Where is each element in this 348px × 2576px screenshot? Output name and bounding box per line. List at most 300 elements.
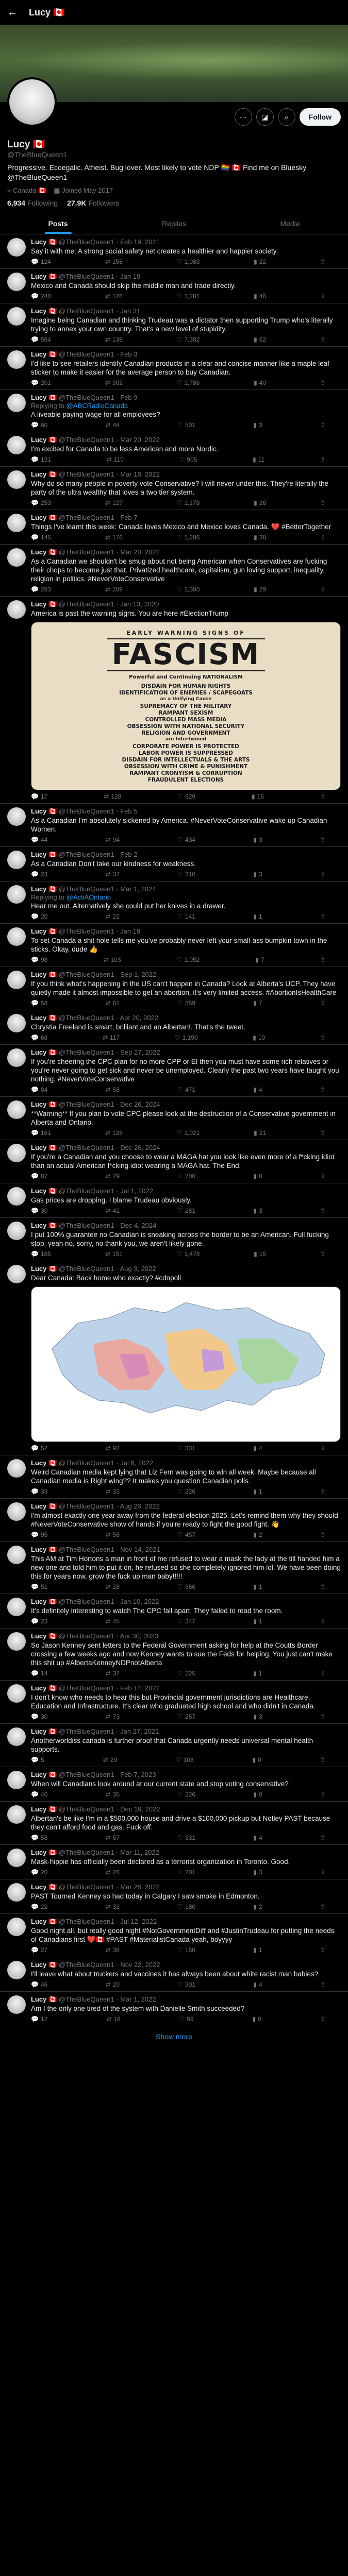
tweet[interactable] xyxy=(0,1594,348,1629)
tweet[interactable] xyxy=(0,1010,348,1045)
reply-button[interactable]: 💬 51 xyxy=(31,1583,48,1590)
share-button[interactable] xyxy=(320,793,325,800)
tweet-author-name[interactable]: Lucy 🇨🇦 xyxy=(31,1883,57,1891)
tweet-author-name[interactable]: Lucy 🇨🇦 xyxy=(31,1014,57,1022)
views-button[interactable]: ▮ 16 xyxy=(252,793,264,800)
tweet-date[interactable]: Sep 1, 2022 xyxy=(120,971,157,978)
tweet-author-name[interactable]: Lucy 🇨🇦 xyxy=(31,1100,57,1108)
like-button[interactable]: ♡ 1,052 xyxy=(176,956,200,963)
grok-icon[interactable]: ◪ xyxy=(256,108,274,126)
like-button[interactable]: ♡ 257 xyxy=(177,1713,196,1720)
tweet-date[interactable]: Mar 11, 2022 xyxy=(120,1849,159,1856)
repost-button[interactable]: ⇄ 92 xyxy=(105,1445,120,1452)
repost-button[interactable]: ⇄ 57 xyxy=(105,1834,120,1841)
tweet-avatar[interactable] xyxy=(7,273,26,291)
tweet[interactable] xyxy=(0,1261,348,1455)
tweet-date[interactable]: Feb 7, 2023 xyxy=(120,1771,156,1778)
reply-button[interactable]: 💬 84 xyxy=(31,1086,48,1093)
share-button[interactable] xyxy=(320,379,325,386)
like-button[interactable]: ♡ 1,786 xyxy=(176,379,200,386)
share-button[interactable] xyxy=(320,1791,325,1798)
tweet-author-name[interactable]: Lucy 🇨🇦 xyxy=(31,1502,57,1510)
reply-button[interactable]: 💬 20 xyxy=(31,913,48,920)
reply-button[interactable]: 💬 201 xyxy=(31,379,51,386)
tweet-date[interactable]: Feb 9 xyxy=(120,394,138,401)
tweet-date[interactable]: Mar 28, 2022 xyxy=(120,1883,160,1891)
like-button[interactable]: ♡ 457 xyxy=(177,1531,196,1538)
tab-media[interactable]: Media xyxy=(280,219,300,228)
share-button[interactable] xyxy=(320,1488,325,1495)
reply-button[interactable]: 💬 58 xyxy=(31,1834,48,1841)
tweet[interactable] xyxy=(0,1045,348,1097)
tweet-author-name[interactable]: Lucy 🇨🇦 xyxy=(31,1918,57,1925)
repost-button[interactable]: ⇄ 29 xyxy=(103,1756,117,1764)
share-button[interactable] xyxy=(320,586,325,593)
share-button[interactable] xyxy=(320,1173,325,1180)
tweet-image[interactable] xyxy=(31,622,341,790)
tweet-avatar[interactable] xyxy=(7,1014,26,1032)
repost-button[interactable]: ⇄ 18 xyxy=(106,2015,121,2023)
reply-button[interactable]: 💬 60 xyxy=(31,421,48,429)
views-button[interactable]: ▮ 1 xyxy=(253,1670,262,1677)
tweet-avatar[interactable] xyxy=(7,238,26,257)
tweet-avatar[interactable] xyxy=(7,1265,26,1283)
tweet[interactable] xyxy=(0,303,348,347)
repost-button[interactable]: ⇄ 94 xyxy=(105,836,120,843)
share-button[interactable] xyxy=(320,534,325,541)
tweet[interactable] xyxy=(0,1767,348,1802)
tweet[interactable] xyxy=(0,1914,348,1957)
tweet-author-name[interactable]: Lucy 🇨🇦 xyxy=(31,971,57,978)
views-button[interactable]: ▮ 11 xyxy=(253,456,265,463)
repost-button[interactable]: ⇄ 302 xyxy=(105,379,123,386)
share-button[interactable] xyxy=(320,871,325,878)
tweet[interactable] xyxy=(0,1183,348,1218)
reply-button[interactable]: 💬 95 xyxy=(31,1531,48,1538)
share-button[interactable] xyxy=(320,1670,325,1677)
tweet[interactable] xyxy=(0,967,348,1010)
tab-replies[interactable]: Replies xyxy=(162,219,186,228)
like-button[interactable]: ♡ 434 xyxy=(177,836,196,843)
tweet-author-name[interactable]: Lucy 🇨🇦 xyxy=(31,1961,57,1969)
like-button[interactable]: ♡ 1,478 xyxy=(176,1250,200,1258)
followers-link[interactable]: 27.9K Followers xyxy=(67,199,120,207)
like-button[interactable]: ♡ 225 xyxy=(177,1670,196,1677)
tweet-author-name[interactable]: Lucy 🇨🇦 xyxy=(31,514,57,521)
repost-button[interactable]: ⇄ 33 xyxy=(105,1488,120,1495)
like-button[interactable]: ♡ 1,178 xyxy=(176,499,200,506)
tweet[interactable] xyxy=(0,804,348,847)
reply-button[interactable]: 💬 27 xyxy=(31,1946,48,1954)
views-button[interactable]: ▮ 4 xyxy=(253,1834,262,1841)
tweet-date[interactable]: Jan 19 xyxy=(120,927,141,935)
like-button[interactable]: ♡ 201 xyxy=(177,1869,196,1876)
repost-button[interactable]: ⇄ 158 xyxy=(105,258,123,265)
tweet[interactable] xyxy=(0,234,348,269)
tweet-author-name[interactable]: Lucy 🇨🇦 xyxy=(31,548,57,556)
share-button[interactable] xyxy=(320,258,325,265)
tweet[interactable] xyxy=(0,1802,348,1845)
tweet-date[interactable]: Jan 19 xyxy=(120,273,141,280)
tweet-avatar[interactable] xyxy=(7,1805,26,1824)
reply-button[interactable]: 💬 20 xyxy=(31,1869,48,1876)
reply-button[interactable]: 💬 23 xyxy=(31,871,48,878)
repost-button[interactable]: ⇄ 138 xyxy=(105,336,123,343)
tweet-avatar[interactable] xyxy=(7,470,26,489)
tweet[interactable] xyxy=(0,347,348,390)
views-button[interactable]: ▮ 4 xyxy=(253,1981,262,1988)
share-button[interactable] xyxy=(320,1834,325,1841)
share-button[interactable] xyxy=(320,836,325,843)
tweet-author-name[interactable]: Lucy 🇨🇦 xyxy=(31,1546,57,1553)
tweet[interactable] xyxy=(0,510,348,545)
like-button[interactable]: ♡ 1,380 xyxy=(176,586,200,593)
reply-button[interactable]: 💬 87 xyxy=(31,1173,48,1180)
tweet-date[interactable]: Jan 13, 2020 xyxy=(120,600,159,608)
tweet-author-name[interactable]: Lucy 🇨🇦 xyxy=(31,1265,57,1273)
tweet-author-name[interactable]: Lucy 🇨🇦 xyxy=(31,1459,57,1467)
tweet-avatar[interactable] xyxy=(7,394,26,412)
repost-button[interactable]: ⇄ 20 xyxy=(105,1981,120,1988)
tweet-avatar[interactable] xyxy=(7,1459,26,1478)
views-button[interactable]: ▮ 38 xyxy=(254,534,267,541)
tweet-avatar[interactable] xyxy=(7,1048,26,1067)
like-button[interactable]: ♡ 226 xyxy=(177,1791,196,1798)
views-button[interactable]: ▮ 1 xyxy=(253,1488,262,1495)
views-button[interactable]: ▮ 4 xyxy=(253,1086,262,1093)
tweet[interactable] xyxy=(0,882,348,924)
views-button[interactable]: ▮ 15 xyxy=(254,1250,267,1258)
tweet-date[interactable]: Sep 27, 2022 xyxy=(120,1048,160,1056)
share-button[interactable] xyxy=(320,956,325,963)
views-button[interactable]: ▮ 3 xyxy=(253,421,262,429)
views-button[interactable]: ▮ 8 xyxy=(253,1173,262,1180)
reply-button[interactable]: 💬 12 xyxy=(31,2015,48,2023)
tweet-author-name[interactable]: Lucy 🇨🇦 xyxy=(31,1187,57,1195)
tweet-date[interactable]: Jan 31 xyxy=(120,307,141,315)
like-button[interactable]: ♡ 7,382 xyxy=(176,336,200,343)
repost-button[interactable]: ⇄ 176 xyxy=(105,534,123,541)
tweet-date[interactable]: Feb 14, 2022 xyxy=(120,1684,160,1692)
tweet[interactable] xyxy=(0,1724,348,1767)
back-arrow-icon[interactable]: ← xyxy=(7,6,18,18)
tweet-author-name[interactable]: Lucy 🇨🇦 xyxy=(31,470,57,478)
views-button[interactable]: ▮ 22 xyxy=(254,258,267,265)
repost-button[interactable]: ⇄ 45 xyxy=(105,1618,120,1625)
like-button[interactable]: ♡ 471 xyxy=(177,1086,196,1093)
views-button[interactable]: ▮ 3 xyxy=(253,1869,262,1876)
tweet-author-name[interactable]: Lucy 🇨🇦 xyxy=(31,1144,57,1151)
tweet-date[interactable]: Feb 19, 2021 xyxy=(120,238,160,246)
reply-button[interactable]: 💬 22 xyxy=(31,1903,48,1910)
tweet-avatar[interactable] xyxy=(7,1883,26,1902)
like-button[interactable]: ♡ 331 xyxy=(177,1445,196,1452)
tweet-author-name[interactable]: Lucy 🇨🇦 xyxy=(31,927,57,935)
repost-button[interactable]: ⇄ 151 xyxy=(105,1250,123,1258)
tweet-date[interactable]: Nov 14, 2021 xyxy=(120,1546,160,1553)
following-link[interactable]: 6,934 Following xyxy=(7,199,58,207)
share-button[interactable] xyxy=(320,2015,325,2023)
repost-button[interactable]: ⇄ 58 xyxy=(105,1531,120,1538)
repost-button[interactable]: ⇄ 128 xyxy=(105,1129,123,1137)
tweet[interactable] xyxy=(0,924,348,967)
reply-button[interactable]: 💬 52 xyxy=(31,1445,48,1452)
repost-button[interactable]: ⇄ 103 xyxy=(103,956,121,963)
tweet[interactable] xyxy=(0,597,348,804)
repost-button[interactable]: ⇄ 32 xyxy=(105,1903,120,1910)
tweet-date[interactable]: Jul 12, 2022 xyxy=(120,1918,157,1925)
tweet[interactable] xyxy=(0,432,348,467)
reply-button[interactable]: 💬 5 xyxy=(31,1756,44,1764)
repost-button[interactable]: ⇄ 79 xyxy=(105,1173,120,1180)
show-more-link[interactable]: Show more xyxy=(156,2032,192,2041)
tweet-avatar[interactable] xyxy=(7,885,26,904)
tweet-date[interactable]: Aug 26, 2022 xyxy=(120,1502,160,1510)
like-button[interactable]: ♡ 226 xyxy=(177,1488,196,1495)
views-button[interactable]: ▮ 2 xyxy=(253,1531,262,1538)
reply-button[interactable]: 💬 283 xyxy=(31,586,51,593)
views-button[interactable]: ▮ 10 xyxy=(253,1034,266,1041)
tweet-author-name[interactable]: Lucy 🇨🇦 xyxy=(31,1632,57,1640)
tweet[interactable] xyxy=(0,847,348,882)
tweet-avatar[interactable] xyxy=(7,1771,26,1789)
tweet-date[interactable]: Dec 4, 2024 xyxy=(120,1222,157,1229)
views-button[interactable]: ▮ 2 xyxy=(253,1903,262,1910)
tweet-date[interactable]: Jul 8, 2022 xyxy=(120,1459,153,1467)
views-button[interactable]: ▮ 0 xyxy=(252,2015,261,2023)
repost-button[interactable]: ⇄ 37 xyxy=(105,1670,120,1677)
like-button[interactable]: ♡ 108 xyxy=(175,1756,194,1764)
like-button[interactable]: ♡ 905 xyxy=(179,456,197,463)
share-button[interactable] xyxy=(320,1129,325,1137)
tweet-avatar[interactable] xyxy=(7,1502,26,1521)
tweet-author-name[interactable]: Lucy 🇨🇦 xyxy=(31,1048,57,1056)
tab-posts[interactable]: Posts xyxy=(0,212,116,234)
tweet-date[interactable]: Jan 27, 2021 xyxy=(120,1727,159,1735)
tweet[interactable] xyxy=(0,1218,348,1261)
tweet-avatar[interactable] xyxy=(7,1727,26,1746)
share-button[interactable] xyxy=(320,913,325,920)
share-button[interactable] xyxy=(320,1583,325,1590)
repost-button[interactable]: ⇄ 41 xyxy=(105,1207,120,1214)
share-button[interactable] xyxy=(320,1946,325,1954)
tweet-image[interactable] xyxy=(31,1286,341,1442)
views-button[interactable]: ▮ 40 xyxy=(254,379,267,386)
tweet-author-name[interactable]: Lucy 🇨🇦 xyxy=(31,885,57,893)
tweet-author-name[interactable]: Lucy 🇨🇦 xyxy=(31,238,57,246)
tweet[interactable] xyxy=(0,1992,348,2026)
tweet-avatar[interactable] xyxy=(7,514,26,532)
like-button[interactable]: ♡ 310 xyxy=(177,871,196,878)
like-button[interactable]: ♡ 629 xyxy=(177,793,196,800)
share-button[interactable] xyxy=(320,1713,325,1720)
share-button[interactable] xyxy=(320,421,325,429)
tweet-author-name[interactable]: Lucy 🇨🇦 xyxy=(31,1727,57,1735)
like-button[interactable]: ♡ 700 xyxy=(177,1173,196,1180)
tweet-author-name[interactable]: Lucy 🇨🇦 xyxy=(31,1995,57,2003)
like-button[interactable]: ♡ 150 xyxy=(177,1946,196,1954)
tweet-date[interactable]: Apr 30, 2023 xyxy=(120,1632,158,1640)
views-button[interactable]: ▮ 1 xyxy=(253,913,262,920)
share-button[interactable] xyxy=(320,1756,325,1764)
tweet-date[interactable]: Mar 1, 2024 xyxy=(120,885,156,893)
tweet-author-name[interactable]: Lucy 🇨🇦 xyxy=(31,350,57,358)
tweet-author-name[interactable]: Lucy 🇨🇦 xyxy=(31,394,57,401)
views-button[interactable]: ▮ 0 xyxy=(253,1791,262,1798)
tweet[interactable] xyxy=(0,467,348,510)
more-options-icon[interactable]: ⋯ xyxy=(235,108,252,126)
share-button[interactable] xyxy=(320,1445,325,1452)
views-button[interactable]: ▮ 62 xyxy=(254,336,267,343)
tweet-avatar[interactable] xyxy=(7,1187,26,1206)
reply-button[interactable]: 💬 40 xyxy=(31,1791,48,1798)
views-button[interactable]: ▮ 3 xyxy=(253,1713,262,1720)
tweet[interactable] xyxy=(0,545,348,597)
reply-button[interactable]: 💬 253 xyxy=(31,499,51,506)
tweet[interactable] xyxy=(0,1499,348,1542)
views-button[interactable]: ▮ 7 xyxy=(253,999,262,1007)
reply-button[interactable]: 💬 17 xyxy=(31,793,48,800)
reply-button[interactable]: 💬 185 xyxy=(31,1250,51,1258)
views-button[interactable]: ▮ 1 xyxy=(253,1618,262,1625)
views-button[interactable]: ▮ 4 xyxy=(253,1445,262,1452)
repost-button[interactable]: ⇄ 58 xyxy=(105,1086,120,1093)
profile-avatar[interactable] xyxy=(7,77,57,127)
tweet-date[interactable]: Mar 1, 2022 xyxy=(120,1995,156,2003)
repost-button[interactable]: ⇄ 128 xyxy=(104,793,122,800)
tweet-date[interactable]: Feb 7 xyxy=(120,514,138,521)
tweet-author-name[interactable]: Lucy 🇨🇦 xyxy=(31,600,57,608)
reply-button[interactable]: 💬 30 xyxy=(31,1207,48,1214)
like-button[interactable]: ♡ 99 xyxy=(179,2015,194,2023)
share-button[interactable] xyxy=(320,293,325,300)
tweet-author-name[interactable]: Lucy 🇨🇦 xyxy=(31,851,57,858)
share-button[interactable] xyxy=(320,1531,325,1538)
tweet-avatar[interactable] xyxy=(7,927,26,946)
tweet-date[interactable]: Mar 18, 2022 xyxy=(120,470,160,478)
like-button[interactable]: ♡ 141 xyxy=(177,913,196,920)
share-button[interactable] xyxy=(320,1086,325,1093)
like-button[interactable]: ♡ 1,190 xyxy=(174,1034,198,1041)
tweet-date[interactable]: Feb 2 xyxy=(120,851,138,858)
tweet-author-name[interactable]: Lucy 🇨🇦 xyxy=(31,1771,57,1778)
share-button[interactable] xyxy=(320,499,325,506)
tweet-author-name[interactable]: Lucy 🇨🇦 xyxy=(31,307,57,315)
tweet-author-name[interactable]: Lucy 🇨🇦 xyxy=(31,1684,57,1692)
reply-button[interactable]: 💬 124 xyxy=(31,258,51,265)
views-button[interactable]: ▮ 3 xyxy=(253,836,262,843)
tweet-author-name[interactable]: Lucy 🇨🇦 xyxy=(31,273,57,280)
tweet[interactable] xyxy=(0,1097,348,1140)
reply-button[interactable]: 💬 33 xyxy=(31,1488,48,1495)
tweet-date[interactable]: Dec 19, 2022 xyxy=(120,1805,160,1813)
tweet-avatar[interactable] xyxy=(7,851,26,869)
views-button[interactable]: ▮ 1 xyxy=(253,1583,262,1590)
share-button[interactable] xyxy=(320,1250,325,1258)
tweet-date[interactable]: Dec 26, 2024 xyxy=(120,1100,160,1108)
repost-button[interactable]: ⇄ 126 xyxy=(105,293,123,300)
tweet[interactable] xyxy=(0,1455,348,1499)
repost-button[interactable]: ⇄ 44 xyxy=(105,421,120,429)
like-button[interactable]: ♡ 180 xyxy=(177,1903,196,1910)
tweet[interactable] xyxy=(0,1629,348,1681)
reply-button[interactable]: 💬 68 xyxy=(31,1034,48,1041)
tweet-date[interactable]: Feb 3 xyxy=(120,350,138,358)
tweet-avatar[interactable] xyxy=(7,1100,26,1119)
tweet-author-name[interactable]: Lucy 🇨🇦 xyxy=(31,807,57,815)
views-button[interactable]: ▮ 29 xyxy=(254,586,267,593)
tweet[interactable] xyxy=(0,1140,348,1183)
tweet[interactable] xyxy=(0,1681,348,1724)
like-button[interactable]: ♡ 1,286 xyxy=(176,534,200,541)
like-button[interactable]: ♡ 347 xyxy=(177,1618,196,1625)
share-button[interactable] xyxy=(320,1034,325,1041)
like-button[interactable]: ♡ 1,281 xyxy=(176,293,200,300)
share-button[interactable] xyxy=(320,1903,325,1910)
follow-button[interactable]: Follow xyxy=(300,108,341,126)
reply-button[interactable]: 💬 131 xyxy=(31,456,51,463)
tweet-author-name[interactable]: Lucy 🇨🇦 xyxy=(31,436,57,444)
tweet[interactable] xyxy=(0,1957,348,1992)
tweet-author-name[interactable]: Lucy 🇨🇦 xyxy=(31,1805,57,1813)
views-button[interactable]: ▮ 7 xyxy=(255,956,264,963)
reply-button[interactable]: 💬 240 xyxy=(31,293,51,300)
views-button[interactable]: ▮ 1 xyxy=(253,1946,262,1954)
reply-button[interactable]: 💬 30 xyxy=(31,1713,48,1720)
tweet-date[interactable]: Nov 22, 2022 xyxy=(120,1961,160,1969)
reply-button[interactable]: 💬 44 xyxy=(31,836,48,843)
reply-button[interactable]: 💬 46 xyxy=(31,1981,48,1988)
repost-button[interactable]: ⇄ 209 xyxy=(105,586,123,593)
repost-button[interactable]: ⇄ 26 xyxy=(105,1869,120,1876)
tweet-date[interactable]: Mar 20, 2022 xyxy=(120,436,160,444)
like-button[interactable]: ♡ 1,083 xyxy=(176,258,200,265)
repost-button[interactable]: ⇄ 38 xyxy=(105,1946,120,1954)
tweet-avatar[interactable] xyxy=(7,548,26,567)
share-button[interactable] xyxy=(320,999,325,1007)
tweet-avatar[interactable] xyxy=(7,1849,26,1867)
tweet[interactable] xyxy=(0,1879,348,1914)
views-button[interactable]: ▮ 26 xyxy=(254,499,267,506)
repost-button[interactable]: ⇄ 110 xyxy=(106,456,124,463)
tweet-date[interactable]: Jul 1, 2022 xyxy=(120,1187,153,1195)
tweet-date[interactable]: Aug 3, 2022 xyxy=(120,1265,156,1273)
tweet-date[interactable]: Jan 10, 2022 xyxy=(120,1598,159,1605)
tweet-date[interactable]: Feb 5 xyxy=(120,807,138,815)
tweet-avatar[interactable] xyxy=(7,600,26,619)
repost-button[interactable]: ⇄ 37 xyxy=(105,871,120,878)
repost-button[interactable]: ⇄ 28 xyxy=(105,1583,120,1590)
like-button[interactable]: ♡ 331 xyxy=(177,1834,196,1841)
tweet-avatar[interactable] xyxy=(7,971,26,989)
reply-button[interactable]: 💬 564 xyxy=(31,336,51,343)
reply-button[interactable]: 💬 161 xyxy=(31,1129,51,1137)
tweet-date[interactable]: Dec 26, 2024 xyxy=(120,1144,160,1151)
views-button[interactable]: ▮ 46 xyxy=(254,293,267,300)
like-button[interactable]: ♡ 301 xyxy=(177,1981,196,1988)
share-button[interactable] xyxy=(320,1869,325,1876)
views-button[interactable]: ▮ 0 xyxy=(252,1756,261,1764)
reply-button[interactable]: 💬 14 xyxy=(31,1670,48,1677)
reply-button[interactable]: 💬 23 xyxy=(31,1618,48,1625)
tweet-avatar[interactable] xyxy=(7,1632,26,1651)
tweet[interactable] xyxy=(0,1845,348,1879)
like-button[interactable]: ♡ 501 xyxy=(177,421,196,429)
like-button[interactable]: ♡ 1,021 xyxy=(176,1129,200,1137)
like-button[interactable]: ♡ 359 xyxy=(177,999,196,1007)
like-button[interactable]: ♡ 366 xyxy=(177,1583,196,1590)
tweet-avatar[interactable] xyxy=(7,1961,26,1979)
